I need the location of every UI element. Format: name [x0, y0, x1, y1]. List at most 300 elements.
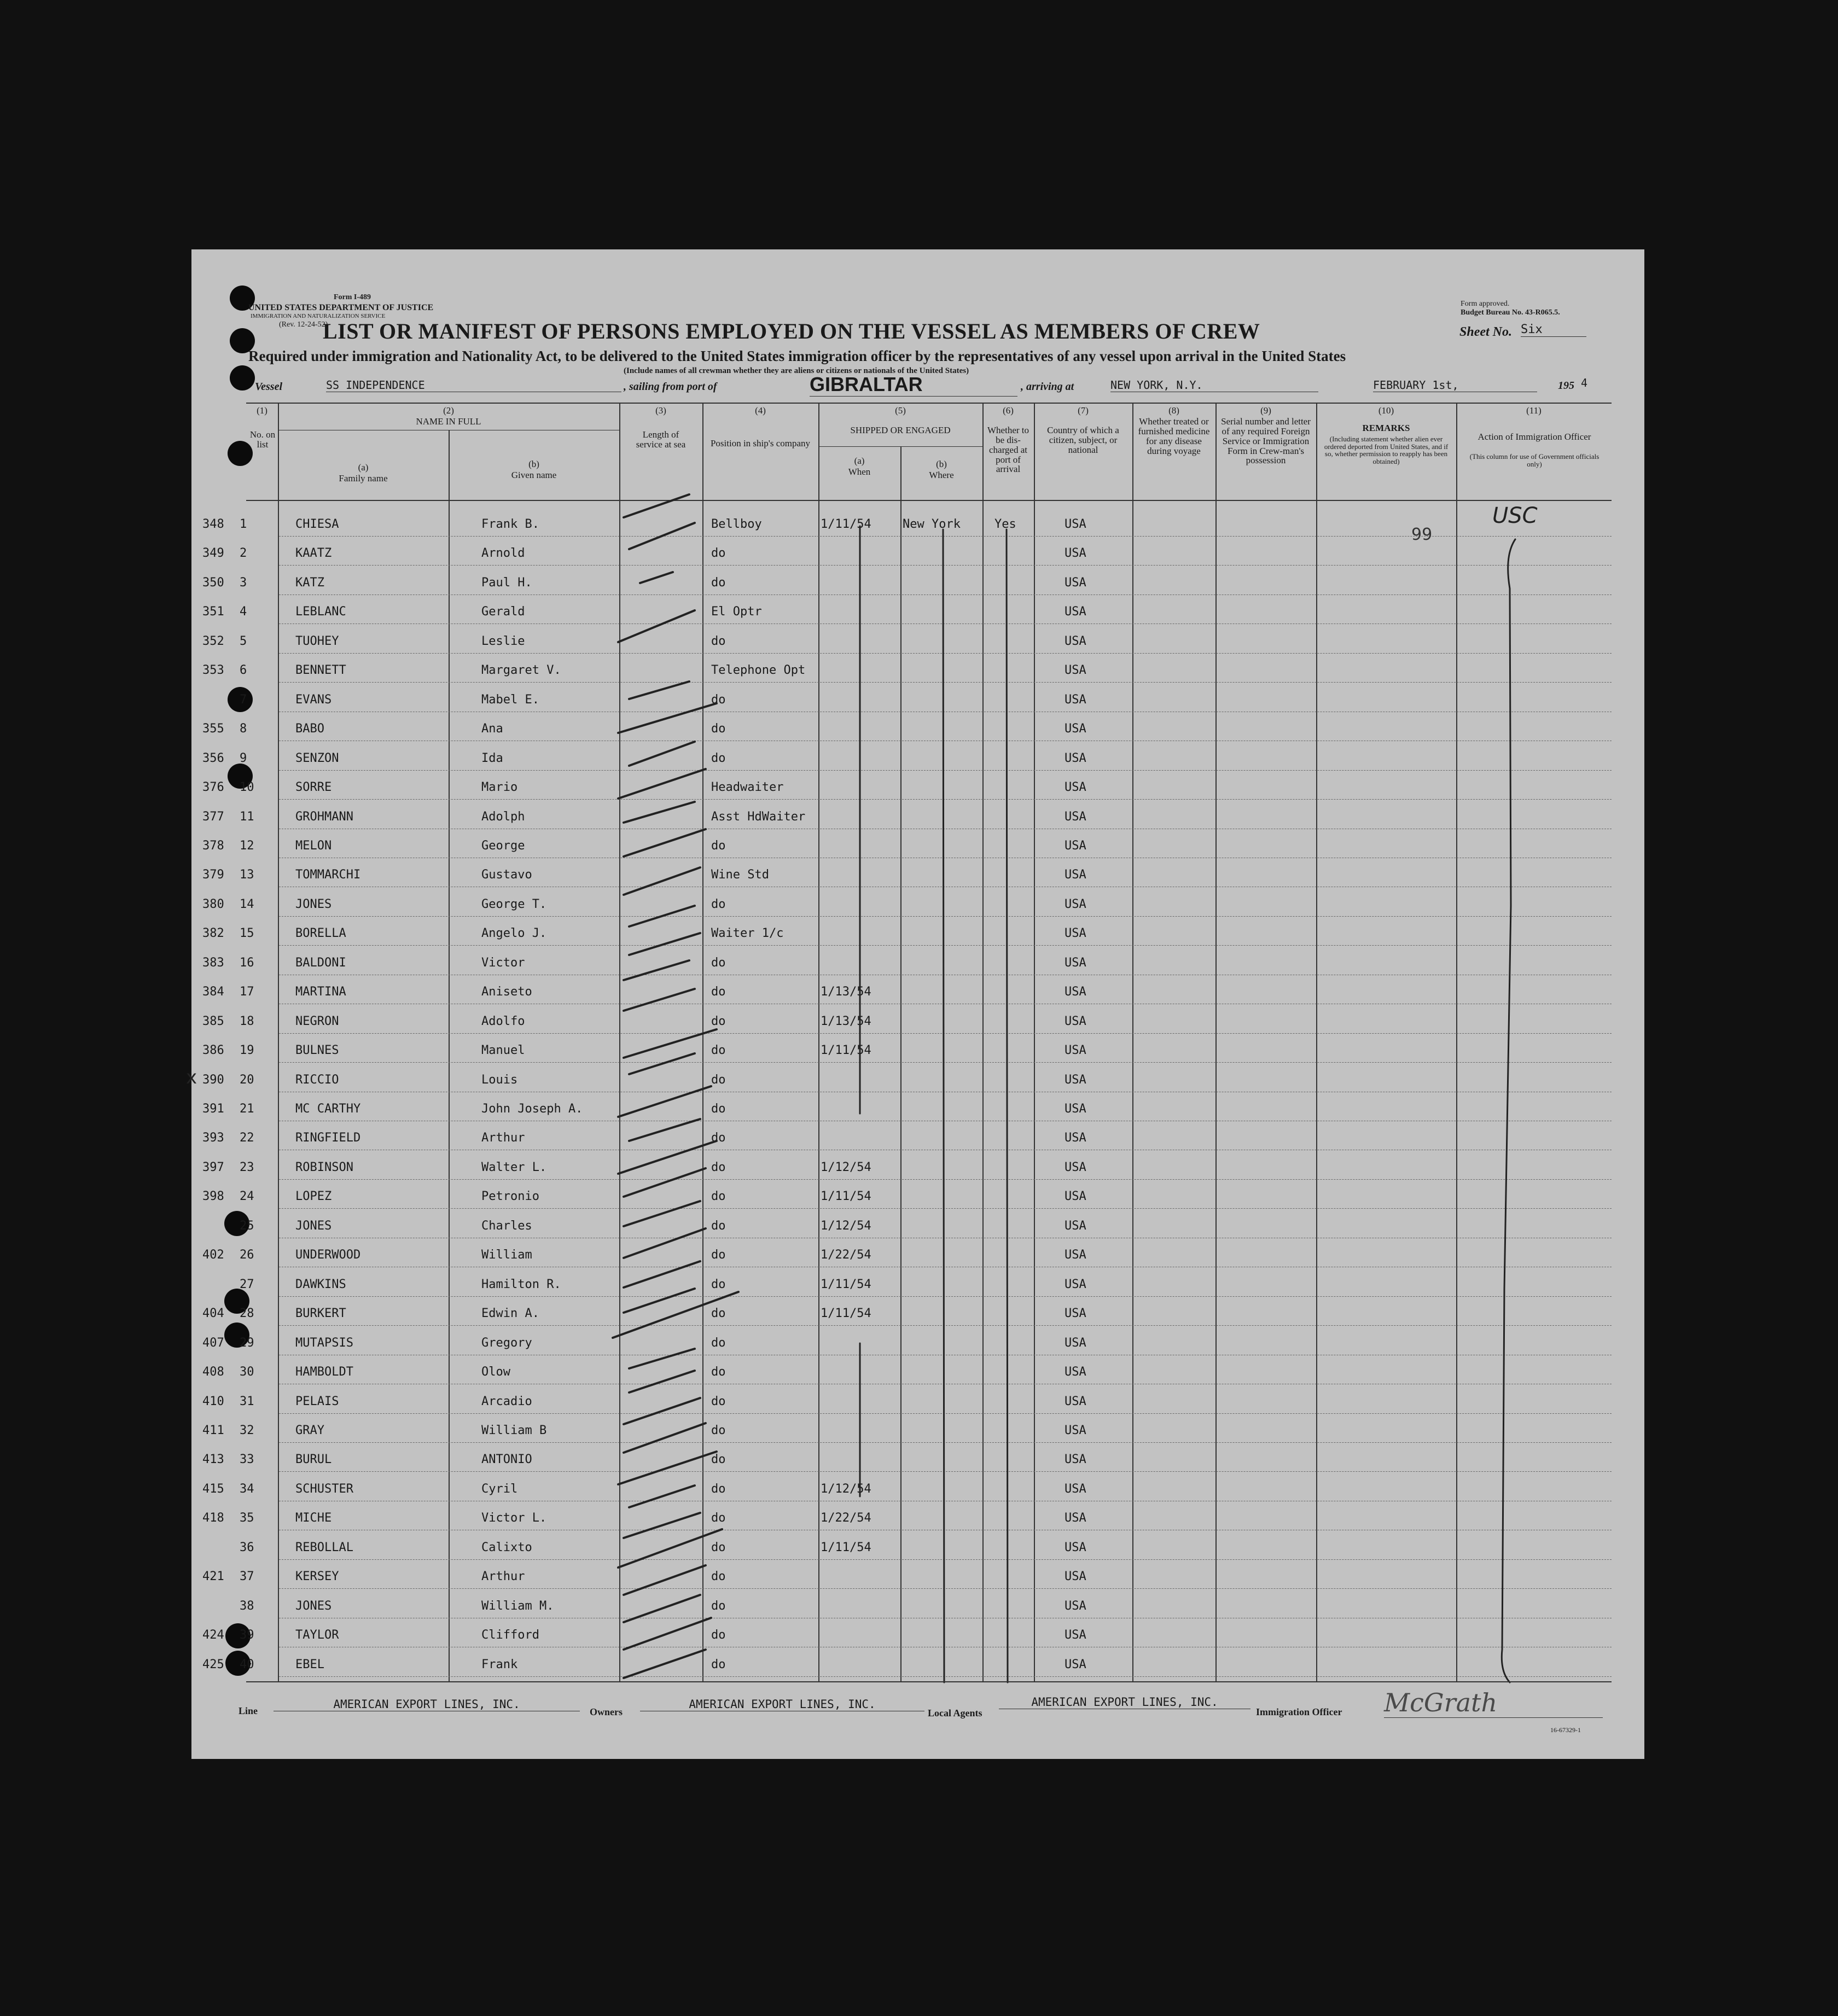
crew-country: USA [1065, 1102, 1086, 1116]
crew-country: USA [1065, 1219, 1086, 1233]
crew-country: USA [1065, 517, 1086, 531]
crew-position: do [711, 1423, 726, 1437]
service-length-tick [624, 1168, 706, 1197]
crew-family-name: GROHMANN [295, 809, 353, 824]
crew-shipped-when: 1/11/54 [821, 1190, 871, 1204]
service-length-tick [629, 1485, 695, 1507]
col7-header: Country of which a citizen, subject, or national [1047, 425, 1119, 455]
budget-number: Budget Bureau No. 43-R065.5. [1461, 308, 1560, 317]
crew-country: USA [1065, 809, 1086, 824]
crew-position: do [711, 1219, 726, 1233]
crew-reference-number: 384 [202, 985, 224, 999]
crew-family-name: CHIESA [295, 517, 339, 531]
service-length-tick [629, 1119, 700, 1141]
crew-given-name: Aniseto [481, 985, 532, 999]
crew-position: do [711, 692, 726, 707]
crew-position: do [711, 955, 726, 970]
col5a-number: (a) [854, 456, 865, 466]
crew-list-number: 19 [240, 1044, 254, 1058]
col11-number: (11) [1526, 405, 1542, 416]
crew-shipped-when: 1/11/54 [821, 1307, 871, 1321]
crew-reference-number: 411 [202, 1423, 224, 1437]
remarks-handwritten: 99 [1411, 525, 1433, 544]
crew-given-name: Gustavo [481, 868, 532, 882]
crew-position: do [711, 1307, 726, 1321]
crew-given-name: Clifford [481, 1628, 539, 1642]
crew-list-number: 3 [240, 575, 247, 590]
crew-country: USA [1065, 1482, 1086, 1496]
service-length-tick [618, 610, 695, 642]
crew-position: do [711, 897, 726, 911]
crew-reference-number: 352 [202, 634, 224, 648]
page-title: LIST OR MANIFEST OF PERSONS EMPLOYED ON THE VESSEL AS MEMBERS OF CREW [323, 319, 1260, 343]
crew-country: USA [1065, 897, 1086, 911]
crew-country: USA [1065, 692, 1086, 707]
crew-position: do [711, 1540, 726, 1554]
crew-country: USA [1065, 868, 1086, 882]
crew-reference-number: 385 [202, 1014, 224, 1028]
crew-family-name: LOPEZ [295, 1190, 332, 1204]
crew-country: USA [1065, 1073, 1086, 1087]
crew-given-name: Arthur [481, 1131, 525, 1145]
crew-country: USA [1065, 1131, 1086, 1145]
crew-reference-number: 410 [202, 1394, 224, 1408]
col4-number: (4) [755, 405, 766, 416]
crew-country: USA [1065, 838, 1086, 853]
crew-country: USA [1065, 1423, 1086, 1437]
crew-list-number: 9 [240, 751, 247, 765]
crew-list-number: 14 [240, 897, 254, 911]
crew-list-number: 5 [240, 634, 247, 648]
crew-position: Headwaiter [711, 780, 784, 795]
crew-family-name: MUTAPSIS [295, 1336, 353, 1350]
crew-family-name: RINGFIELD [295, 1131, 361, 1145]
crew-reference-number: 390 [202, 1073, 224, 1087]
service-length-tick [624, 1398, 700, 1424]
crew-reference-number: 349 [202, 546, 224, 561]
crew-family-name: BULNES [295, 1044, 339, 1058]
crew-family-name: BABO [295, 722, 324, 736]
crew-position: do [711, 1394, 726, 1408]
crew-reference-number: 421 [202, 1570, 224, 1584]
crew-reference-number: 398 [202, 1190, 224, 1204]
crew-given-name: George [481, 838, 525, 853]
col5a-header: When [848, 467, 871, 477]
col10-number: (10) [1378, 405, 1394, 416]
crew-reference-number: 424 [202, 1628, 224, 1642]
crew-given-name: Ana [481, 722, 503, 736]
crew-list-number: 16 [240, 955, 254, 970]
crew-reference-number: 397 [202, 1160, 224, 1174]
form-approval: Form approved. [1461, 300, 1510, 308]
crew-family-name: SENZON [295, 751, 339, 765]
line-label: Line [239, 1705, 258, 1716]
crew-position: Asst HdWaiter [711, 809, 806, 824]
service-name: IMMIGRATION AND NATURALIZATION SERVICE [251, 313, 386, 319]
crew-given-name: Mario [481, 780, 518, 795]
crew-family-name: ROBINSON [295, 1160, 353, 1174]
crew-shipped-when: 1/22/54 [821, 1248, 871, 1262]
service-length-tick [624, 867, 700, 895]
department-name: UNITED STATES DEPARTMENT OF JUSTICE [248, 303, 434, 312]
crew-reference-number: 380 [202, 897, 224, 911]
crew-list-number: 26 [240, 1248, 254, 1262]
crew-reference-number: 355 [202, 722, 224, 736]
crew-family-name: TAYLOR [295, 1628, 339, 1642]
col10-header: REMARKS [1362, 423, 1410, 433]
crew-position: do [711, 575, 726, 590]
col5b-number: (b) [936, 459, 947, 469]
crew-country: USA [1065, 634, 1086, 648]
crew-family-name: BURUL [295, 1453, 332, 1467]
service-length-tick [624, 960, 689, 980]
crew-position: do [711, 1277, 726, 1291]
col9-header: Serial number and letter of any required Foreign Service or Immigration Form in Crew-man's possession [1221, 416, 1311, 466]
crew-position: do [711, 838, 726, 853]
crew-position: do [711, 1511, 726, 1525]
crew-family-name: BENNETT [295, 663, 346, 678]
crew-family-name: MELON [295, 838, 332, 853]
crew-reference-number: 376 [202, 780, 224, 795]
crew-list-number: 15 [240, 927, 254, 941]
crew-reference-number: 386 [202, 1044, 224, 1058]
crew-position: do [711, 1628, 726, 1642]
crew-shipped-when: 1/11/54 [821, 1540, 871, 1554]
crew-country: USA [1065, 1540, 1086, 1554]
col5b-header: Where [929, 470, 954, 480]
service-length-tick [624, 1289, 695, 1313]
crew-shipped-where: New York [903, 517, 961, 531]
crew-given-name: Margaret V. [481, 663, 561, 678]
col9-number: (9) [1260, 405, 1271, 416]
crew-shipped-when: 1/22/54 [821, 1511, 871, 1525]
service-length-tick [613, 1292, 738, 1338]
crew-reference-number: 350 [202, 575, 224, 590]
service-length-tick [624, 1513, 700, 1538]
service-length-tick [629, 1053, 695, 1074]
service-length-tick [624, 1565, 706, 1595]
crew-country: USA [1065, 1365, 1086, 1379]
crew-country: USA [1065, 1014, 1086, 1028]
crew-family-name: BALDONI [295, 955, 346, 970]
year-prefix: 195 [1558, 380, 1574, 392]
officer-label: Immigration Officer [1256, 1706, 1342, 1717]
crew-position: do [711, 1570, 726, 1584]
crew-list-number: 17 [240, 985, 254, 999]
crew-family-name: PELAIS [295, 1394, 339, 1408]
crew-position: Telephone Opt [711, 663, 806, 678]
crew-list-number: 39 [240, 1628, 254, 1642]
service-length-tick [618, 769, 706, 799]
col3-number: (3) [655, 405, 666, 416]
crew-position: do [711, 634, 726, 648]
col1-header: No. on list [249, 429, 276, 450]
crew-family-name: RICCIO [295, 1073, 339, 1087]
crew-reference-number: 378 [202, 838, 224, 853]
service-length-tick [618, 1452, 717, 1484]
agents-label: Local Agents [928, 1708, 982, 1718]
crew-list-number: 13 [240, 868, 254, 882]
crew-reference-number: 391 [202, 1102, 224, 1116]
sailing-label: , sailing from port of [624, 381, 717, 393]
crew-country: USA [1065, 751, 1086, 765]
crew-country: USA [1065, 1248, 1086, 1262]
crew-position: do [711, 1657, 726, 1671]
crew-given-name: Angelo J. [481, 927, 547, 941]
crew-given-name: Olow [481, 1365, 510, 1379]
arrival-date: FEBRUARY 1st, [1373, 378, 1537, 392]
crew-family-name: TUOHEY [295, 634, 339, 648]
crew-family-name: HAMBOLDT [295, 1365, 353, 1379]
crew-family-name: TOMMARCHI [295, 868, 361, 882]
crew-given-name: William [481, 1248, 532, 1262]
crew-given-name: Walter L. [481, 1160, 547, 1174]
crew-list-number: 38 [240, 1599, 254, 1613]
service-length-tick [640, 572, 673, 583]
service-length-tick [618, 1086, 711, 1117]
crew-shipped-when: 1/13/54 [821, 1014, 871, 1028]
crew-family-name: LEBLANC [295, 605, 346, 619]
col5-header: SHIPPED OR ENGAGED [850, 425, 951, 435]
col1-number: (1) [257, 405, 267, 416]
col8-header: Whether treated or furnished medicine for any disease during voyage [1138, 416, 1210, 456]
crew-list-number: 40 [240, 1657, 254, 1671]
crew-family-name: MC CARTHY [295, 1102, 361, 1116]
crew-list-number: 27 [240, 1277, 254, 1291]
subnote: (Include names of all crewman whether they are aliens or citizens or nationals of the United States) [624, 366, 969, 375]
crew-country: USA [1065, 663, 1086, 678]
service-length-tick [624, 1261, 700, 1287]
crew-list-number: 10 [240, 780, 254, 795]
crew-given-name: Mabel E. [481, 692, 539, 707]
crew-country: USA [1065, 1628, 1086, 1642]
crew-position: do [711, 751, 726, 765]
crew-list-number: 23 [240, 1160, 254, 1174]
crew-given-name: Frank B. [481, 517, 539, 531]
crew-list-number: 20 [240, 1073, 254, 1087]
crew-family-name: EVANS [295, 692, 332, 707]
crew-reference-number: 415 [202, 1482, 224, 1496]
crew-list-number: 7 [240, 692, 247, 707]
crew-position: do [711, 1248, 726, 1262]
crew-given-name: George T. [481, 897, 547, 911]
service-length-tick [629, 933, 700, 955]
service-length-tick [618, 703, 717, 733]
crew-country: USA [1065, 1336, 1086, 1350]
crew-family-name: JONES [295, 897, 332, 911]
crew-shipped-when: 1/12/54 [821, 1482, 871, 1496]
crew-reference-number: 393 [202, 1131, 224, 1145]
crew-family-name: NEGRON [295, 1014, 339, 1028]
col2a-header: Family name [339, 473, 388, 483]
crew-list-number: 31 [240, 1394, 254, 1408]
year-suffix: 4 [1581, 376, 1588, 389]
col2b-header: Given name [511, 470, 557, 480]
crew-list-number: 11 [240, 809, 254, 824]
crew-list-number: 32 [240, 1423, 254, 1437]
crew-country: USA [1065, 1160, 1086, 1174]
crew-list-number: 2 [240, 546, 247, 561]
crew-country: USA [1065, 780, 1086, 795]
crew-reference-number: 408 [202, 1365, 224, 1379]
crew-given-name: Gregory [481, 1336, 532, 1350]
subtitle: Required under immigration and Nationality Act, to be delivered to the United States immigration officer by the representatives of any vessel upon arrival in the United States [248, 348, 1346, 364]
crew-country: USA [1065, 1570, 1086, 1584]
crew-country: USA [1065, 955, 1086, 970]
crew-family-name: JONES [295, 1599, 332, 1613]
crew-position: Wine Std [711, 868, 769, 882]
crew-family-name: KATZ [295, 575, 324, 590]
ditto-line-discharged [1007, 529, 1008, 1682]
crew-reference-number: 353 [202, 663, 224, 678]
service-length-tick [624, 494, 689, 517]
crew-country: USA [1065, 1657, 1086, 1671]
col2-number: (2) [443, 405, 454, 416]
crew-list-number: 37 [240, 1570, 254, 1584]
crew-position: El Optr [711, 605, 762, 619]
crew-country: USA [1065, 722, 1086, 736]
crew-given-name: Edwin A. [481, 1307, 539, 1321]
crew-position: do [711, 1102, 726, 1116]
action-ditto-line [1502, 539, 1515, 1682]
owners-value: AMERICAN EXPORT LINES, INC. [640, 1698, 924, 1711]
crew-given-name: Petronio [481, 1190, 539, 1204]
crew-list-number: 22 [240, 1131, 254, 1145]
crew-list-number: 30 [240, 1365, 254, 1379]
crew-country: USA [1065, 1044, 1086, 1058]
crew-given-name: Adolfo [481, 1014, 525, 1028]
crew-position: do [711, 1160, 726, 1174]
crew-given-name: ANTONIO [481, 1453, 532, 1467]
crew-given-name: John Joseph A. [481, 1102, 583, 1116]
crew-position: Waiter 1/c [711, 927, 784, 941]
manifest-page [186, 249, 1644, 1759]
service-length-tick [629, 742, 695, 766]
crew-given-name: Adolph [481, 809, 525, 824]
crew-list-number: 35 [240, 1511, 254, 1525]
crew-given-name: Arcadio [481, 1394, 532, 1408]
service-length-tick [624, 1618, 711, 1650]
col10-note: (Including statement whether alien ever ordered deported from United States, and if so, whether permission to reapply has been obtained) [1324, 435, 1449, 465]
sheet-number: Six [1521, 323, 1586, 337]
service-length-tick [624, 829, 706, 856]
crew-given-name: Victor L. [481, 1511, 547, 1525]
crew-country: USA [1065, 1453, 1086, 1467]
service-length-tick [624, 802, 695, 823]
service-length-tick [624, 1595, 700, 1622]
form-revision: (Rev. 12-24-52) [279, 321, 328, 329]
crew-reference-number: 418 [202, 1511, 224, 1525]
col7-number: (7) [1078, 405, 1089, 416]
crew-given-name: Louis [481, 1073, 518, 1087]
crew-reference-number: 404 [202, 1307, 224, 1321]
crew-list-number: 12 [240, 838, 254, 853]
crew-family-name: BURKERT [295, 1307, 346, 1321]
crew-list-number: 18 [240, 1014, 254, 1028]
col4-header: Position in ship's company [710, 438, 811, 448]
vessel-name: SS INDEPENDENCE [326, 378, 621, 392]
crew-position: do [711, 1044, 726, 1058]
service-length-tick [624, 989, 695, 1011]
crew-reference-number: 425 [202, 1657, 224, 1671]
crew-position: do [711, 1482, 726, 1496]
crew-family-name: SORRE [295, 780, 332, 795]
crew-list-number: 34 [240, 1482, 254, 1496]
print-code: 16-67329-1 [1550, 1726, 1581, 1734]
crew-family-name: SCHUSTER [295, 1482, 353, 1496]
col6-number: (6) [1003, 405, 1014, 416]
crew-family-name: DAWKINS [295, 1277, 346, 1291]
crew-given-name: Ida [481, 751, 503, 765]
crew-reference-number: 413 [202, 1453, 224, 1467]
crew-reference-number: 348 [202, 517, 224, 531]
crew-family-name: REBOLLAL [295, 1540, 353, 1554]
crew-country: USA [1065, 546, 1086, 561]
crew-given-name: William M. [481, 1599, 554, 1613]
crew-position: do [711, 1453, 726, 1467]
crew-list-number: 1 [240, 517, 247, 531]
crew-family-name: JONES [295, 1219, 332, 1233]
service-length-tick [624, 1029, 717, 1058]
arriving-label: , arriving at [1021, 381, 1074, 393]
crew-reference-number: 383 [202, 955, 224, 970]
crew-list-number: 24 [240, 1190, 254, 1204]
crew-family-name: MICHE [295, 1511, 332, 1525]
officer-signature: McGrath [1384, 1688, 1603, 1718]
service-length-tick [624, 1201, 700, 1226]
crew-given-name: Victor [481, 955, 525, 970]
crew-given-name: Arnold [481, 546, 525, 561]
crew-shipped-when: 1/11/54 [821, 517, 871, 531]
service-length-tick [624, 1650, 706, 1678]
crew-position: do [711, 1131, 726, 1145]
crew-reference-number: 382 [202, 927, 224, 941]
crew-given-name: Frank [481, 1657, 518, 1671]
crew-reference-number: 356 [202, 751, 224, 765]
crew-position: do [711, 1190, 726, 1204]
crew-position: do [711, 1599, 726, 1613]
crew-position: do [711, 1365, 726, 1379]
crew-country: USA [1065, 1394, 1086, 1408]
crew-list-number: 36 [240, 1540, 254, 1554]
crew-family-name: KERSEY [295, 1570, 339, 1584]
x-mark: x [186, 1067, 197, 1088]
crew-country: USA [1065, 575, 1086, 590]
crew-reference-number: 377 [202, 809, 224, 824]
crew-shipped-when: 1/12/54 [821, 1160, 871, 1174]
crew-list-number: 21 [240, 1102, 254, 1116]
service-length-tick [629, 523, 695, 549]
ditto-line-where [943, 529, 944, 1682]
col8-number: (8) [1168, 405, 1179, 416]
vessel-label: Vessel [255, 381, 282, 393]
departure-port: GIBRALTAR [810, 373, 1017, 397]
crew-country: USA [1065, 1307, 1086, 1321]
crew-reference-number: 407 [202, 1336, 224, 1350]
crew-country: USA [1065, 927, 1086, 941]
owners-label: Owners [590, 1706, 623, 1717]
crew-shipped-when: 1/13/54 [821, 985, 871, 999]
crew-given-name: Leslie [481, 634, 525, 648]
crew-given-name: Gerald [481, 605, 525, 619]
col2a-number: (a) [358, 462, 369, 473]
crew-position: do [711, 1014, 726, 1028]
crew-given-name: Arthur [481, 1570, 525, 1584]
crew-shipped-when: 1/11/54 [821, 1277, 871, 1291]
service-length-tick [629, 1349, 695, 1368]
line-value: AMERICAN EXPORT LINES, INC. [274, 1698, 580, 1711]
col2-header: NAME IN FULL [416, 416, 481, 427]
